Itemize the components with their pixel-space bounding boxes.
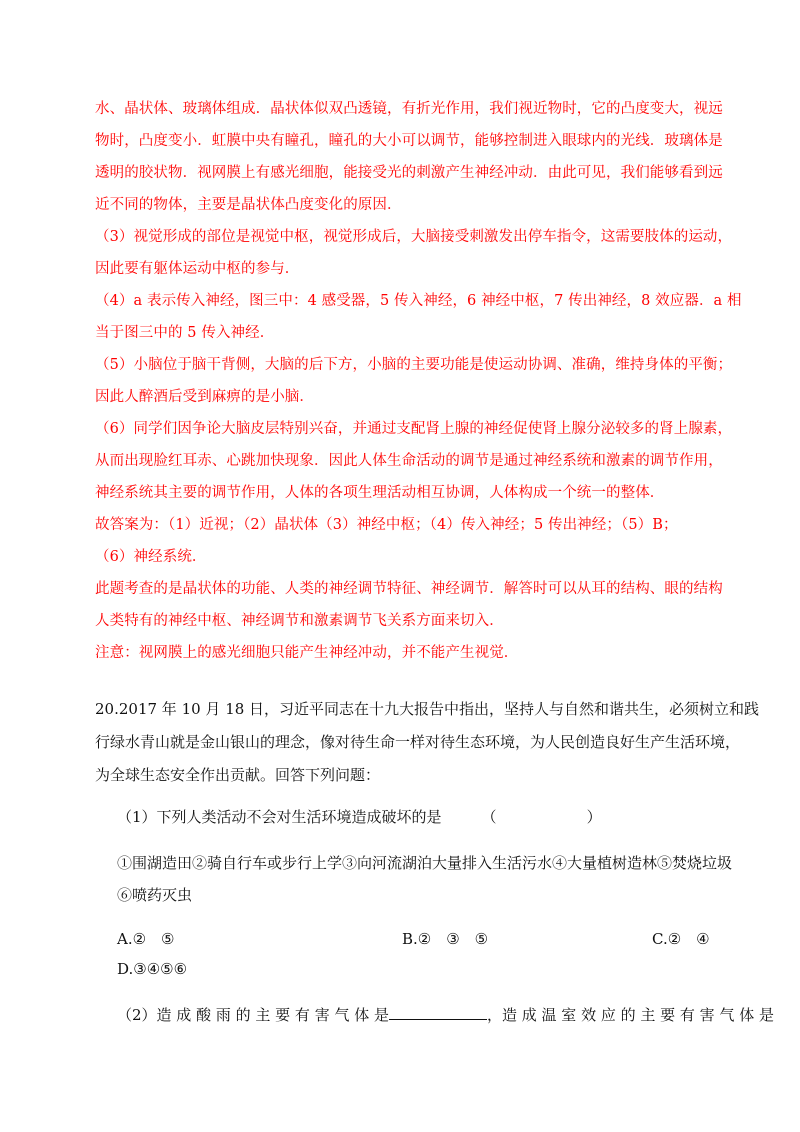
answer-line-7: （4）a 表示传入神经，图三中：4 感受器，5 传入神经，6 神经中枢，7 传出神经，8 效应器．a 相 xyxy=(95,293,742,309)
analysis-line-1: 此题考查的是晶状体的功能、人类的神经调节特征、神经调节．解答时可以从耳的结构、眼的结构 xyxy=(95,581,723,597)
answer-line-6: 因此要有躯体运动中枢的参与． xyxy=(95,261,300,277)
answer-line-2: 物时，凸度变小．虹膜中央有瞳孔，瞳孔的大小可以调节，能够控制进入眼球内的光线．玻璃体是 xyxy=(95,133,723,149)
answer-line-5: （3）视觉形成的部位是视觉中枢，视觉形成后，大脑接受刺激发出停车指令，这需要肢体的运动， xyxy=(95,229,733,245)
question-1-stem-text: （1）下列人类活动不会对生活环境造成破坏的是 xyxy=(117,808,442,826)
question-intro-line-1: 20.2017 年 10 月 18 日，习近平同志在十九大报告中指出，坚持人与自然和谐共生，必须树立和践 xyxy=(95,700,760,718)
answer-summary: 故答案为：（1）近视；（2）晶状体（3）神经中枢；（4）传入神经；5 传出神经；（5）B； xyxy=(95,517,678,533)
question-intro-line-2: 行绿水青山就是金山银山的理念，像对待生命一样对待生态环境，为人民创造良好生产生活环境， xyxy=(95,733,741,751)
option-a[interactable]: A.② ⑤ xyxy=(117,930,175,948)
answer-line-1: 水、晶状体、玻璃体组成．晶状体似双凸透镜，有折光作用，我们视近物时，它的凸度变大，视远 xyxy=(95,101,723,117)
answer-line-9: （5）小脑位于脑干背侧，大脑的后下方，小脑的主要功能是使运动协调、准确，维持身体的平衡； xyxy=(95,357,733,373)
option-d[interactable]: D.③④⑤⑥ xyxy=(117,960,188,978)
answer-line-8: 当于图三中的 5 传入神经． xyxy=(95,325,275,341)
question-1-items-line-1: ①围湖造田②骑自行车或步行上学③向河流湖泊大量排入生活污水④大量植树造林⑤焚烧垃圾 xyxy=(117,854,733,872)
answer-line-3: 透明的胶状物．视网膜上有感光细胞，能接受光的刺激产生神经冲动．由此可见，我们能够看到远 xyxy=(95,165,723,181)
answer-line-11: （6）同学们因争论大脑皮层特别兴奋，并通过支配肾上腺的神经促使肾上腺分泌较多的肾上腺素， xyxy=(95,421,733,437)
question-1-items-line-2: ⑥喷药灭虫 xyxy=(117,886,193,904)
note-line: 注意：视网膜上的感光细胞只能产生神经冲动，并不能产生视觉． xyxy=(95,645,519,661)
question-2-part-2: ，造 成 温 室 效 应 的 主 要 有 害 气 体 是 xyxy=(487,1006,774,1024)
answer-line-12: 从而出现脸红耳赤、心跳加快现象．因此人体生命活动的调节是通过神经系统和激素的调节作用， xyxy=(95,453,723,469)
question-1-stem xyxy=(117,806,602,827)
question-2-stem xyxy=(117,1004,774,1025)
answer-line-4: 近不同的物体，主要是晶状体凸度变化的原因． xyxy=(95,197,402,213)
answer-paren-close: ） xyxy=(586,808,602,826)
answer-line-15: （6）神经系统． xyxy=(95,549,207,565)
answer-line-10: 因此人醉酒后受到麻痹的是小脑． xyxy=(95,389,314,405)
answer-line-13: 神经系统其主要的调节作用，人体的各项生理活动相互协调，人体构成一个统一的整体． xyxy=(95,485,665,501)
question-intro-line-3: 为全球生态安全作出贡献。回答下列问题： xyxy=(95,766,381,784)
acid-rain-gas-blank[interactable] xyxy=(389,1005,487,1020)
option-c[interactable]: C.② ④ xyxy=(652,930,710,948)
answer-paren-open: （ xyxy=(481,808,497,826)
option-b[interactable]: B.② ③ ⑤ xyxy=(402,930,489,948)
question-2-part-1: （2）造 成 酸 雨 的 主 要 有 害 气 体 是 xyxy=(117,1006,389,1024)
analysis-line-2: 人类特有的神经中枢、神经调节和激素调节飞关系方面来切入． xyxy=(95,613,504,629)
